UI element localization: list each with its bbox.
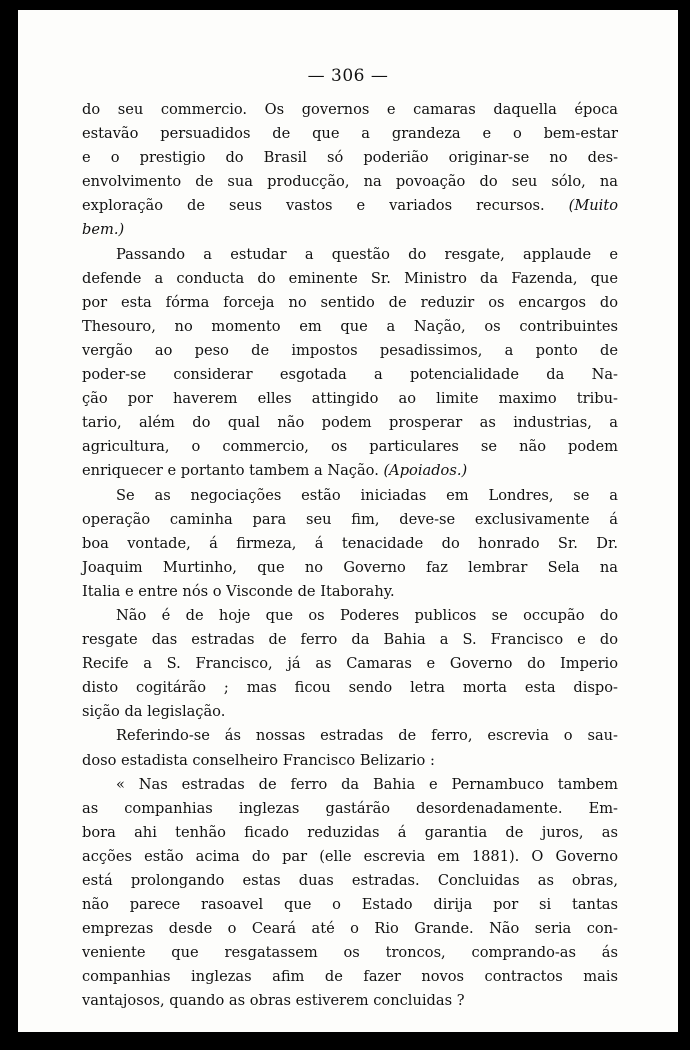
text-line: defende a conducta do eminente Sr. Ministro da Fazenda, que [82,269,618,287]
text-line: « Nas estradas de ferro da Bahia e Pernambuco tambem [116,775,618,793]
page-number: — 306 — [307,66,389,86]
text-line: não parece rasoavel que o Estado dirija por si tantas [82,896,618,914]
text-line: Recife a S. Francisco, já as Camaras e Governo do Imperio [82,655,618,673]
text-line: tario, além do qual não podem prosperar as industrias, a [82,414,618,432]
text-line: e o prestigio do Brasil só poderião originar-se no des- [82,149,618,167]
text-line: Referindo-se ás nossas estradas de ferro, escrevia o sau- [116,727,618,745]
text-line: ção por haverem elles attingido ao limite maximo tribu- [82,390,618,408]
text-line: vantajosos, quando as obras estiverem concluidas ? [82,992,465,1010]
text-line: companhias inglezas afim de fazer novos contractos mais [82,968,618,986]
paragraph [82,98,618,243]
book-page [18,10,678,1032]
text-line: doso estadista conselheiro Francisco Belizario : [82,751,435,769]
text-line: Passando a estudar a questão do resgate, applaude e [116,245,618,263]
paragraph [82,604,618,724]
text-line: envolvimento de sua producção, na povoação do seu sólo, na [82,173,618,191]
text-line: enriquecer e portanto tambem a Nação. (Apoiados.) [82,462,468,480]
text-line: agricultura, o commercio, os particulares se não podem [82,438,618,456]
text-line: boa vontade, á firmeza, á tenacidade do honrado Sr. Dr. [82,534,618,552]
text-line: Thesouro, no momento em que a Nação, os contribuintes [82,317,618,335]
text-line: poder-se considerar esgotada a potencialidade da Na- [82,366,618,384]
paragraph [82,724,618,772]
text-line: veniente que resgatassem os troncos, comprando-as ás [82,944,618,962]
text-line: disto cogitárão ; mas ficou sendo letra morta esta dispo- [82,679,618,697]
text-line: resgate das estradas de ferro da Bahia a S. Francisco e do [82,631,618,649]
text-line: emprezas desde o Ceará até o Rio Grande. Não seria con- [82,920,618,938]
text-line: vergão ao peso de impostos pesadissimos, a ponto de [82,341,618,359]
paragraph [82,484,618,604]
text-line: as companhias inglezas gastárão desordenadamente. Em- [82,799,618,817]
text-line: sição da legislação. [82,703,226,721]
text-line: exploração de seus vastos e variados recursos. (Muito [82,197,618,215]
text-line: bem.) [82,221,125,239]
text-line: por esta fórma forceja no sentido de reduzir os encargos do [82,293,618,311]
text-line: estavão persuadidos de que a grandeza e o bem-estar [82,125,618,143]
body-text [82,98,618,1014]
text-line: do seu commercio. Os governos e camaras daquella época [82,101,618,118]
text-line: Se as negociações estão iniciadas em Londres, se a [116,486,618,504]
text-line: Italia e entre nós o Visconde de Itaborahy. [82,582,395,600]
text-line: está prolongando estas duas estradas. Concluidas as obras, [82,872,618,889]
paragraph [82,773,618,1014]
text-line: acções estão acima do par (elle escrevia em 1881). O Governo [82,847,618,865]
text-line: Joaquim Murtinho, que no Governo faz lembrar Sela na [82,558,618,576]
text-line: bora ahi tenhão ficado reduzidas á garantia de juros, as [82,823,618,841]
text-line: Não é de hoje que os Poderes publicos se occupão do [116,606,618,624]
paragraph [82,243,618,484]
text-line: operação caminha para seu fim, deve-se exclusivamente á [82,510,618,528]
